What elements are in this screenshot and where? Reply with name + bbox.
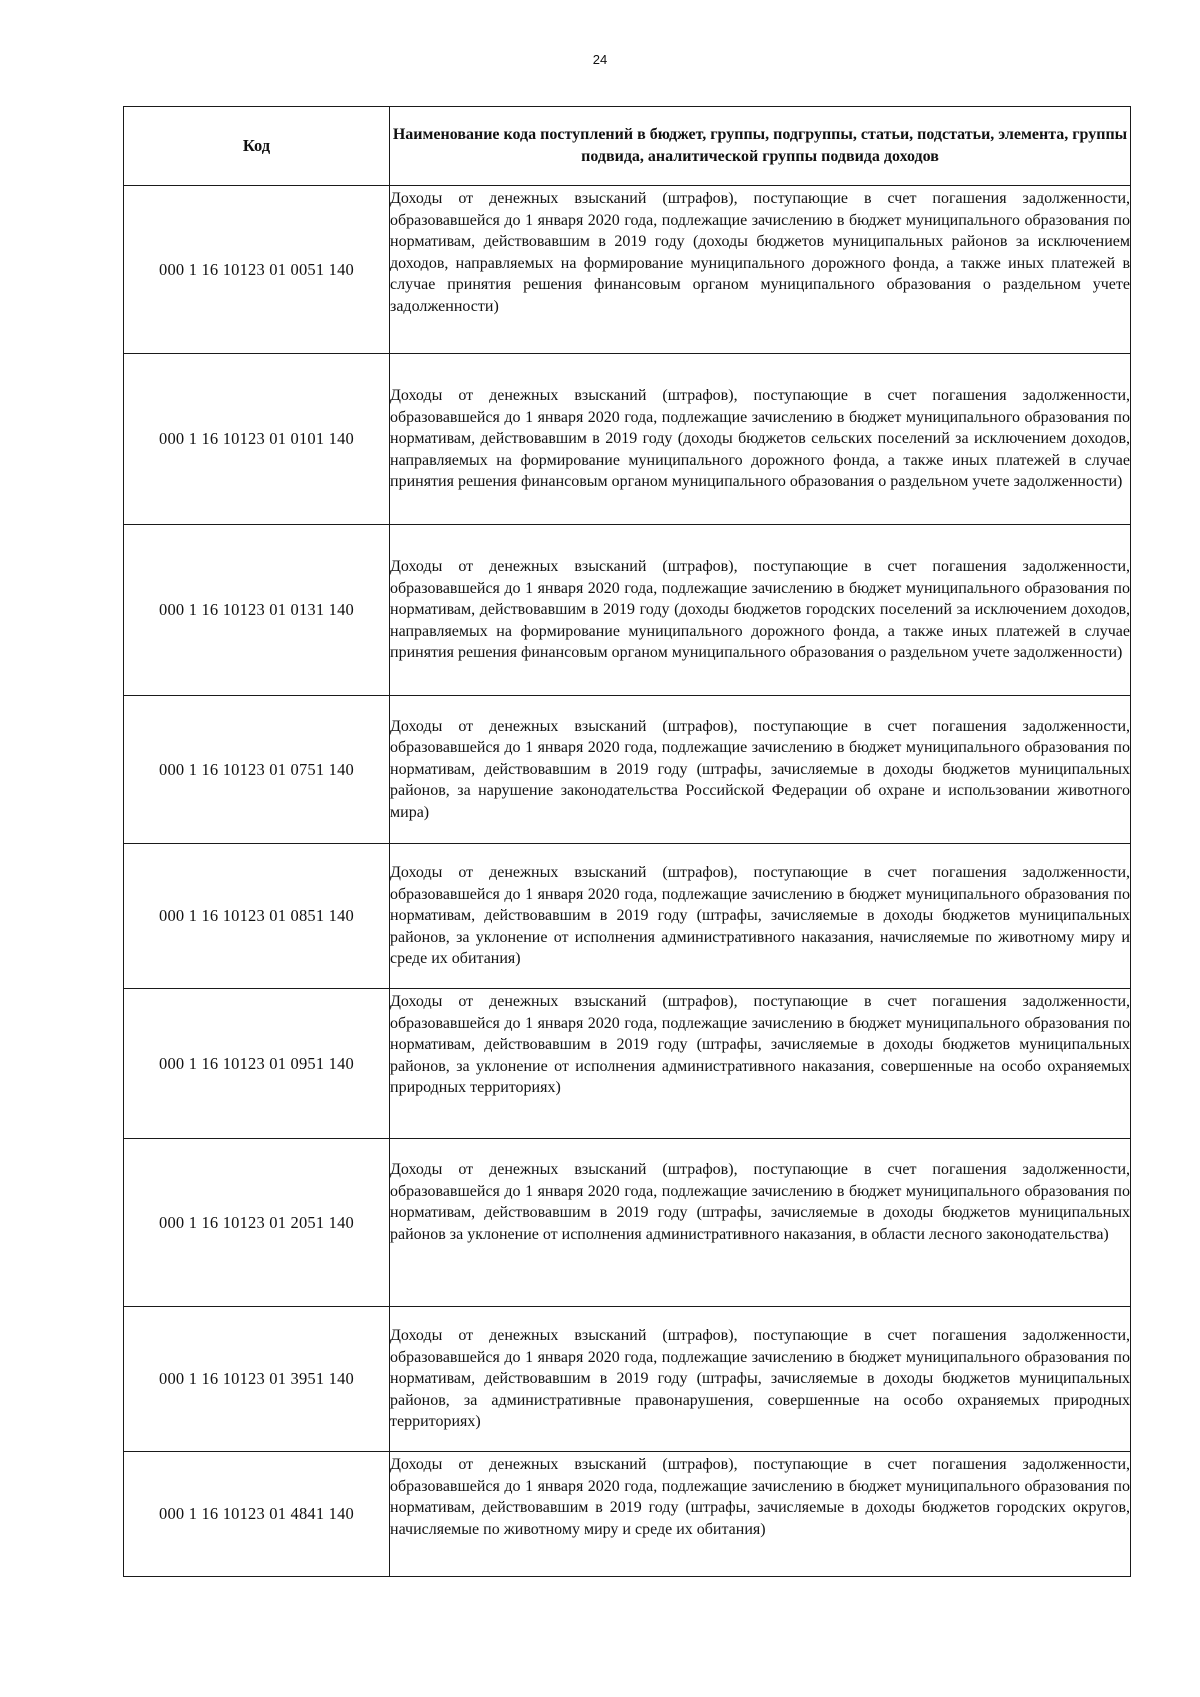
row-description: Доходы от денежных взысканий (штрафов), поступающие в счет погашения задолженности, образовавшейся до 1 января 2020 года, подлежащие зачислению в бюджет муниципального образования по нормативам, действовавшим в 2019 году (штрафы, зачисляемые в доходы бюджетов муниципальных районов, за уклонение от исполнения административного наказания, совершенные на особо охраняемых природных территориях) [390, 989, 1131, 1139]
row-code: 000 1 16 10123 01 0951 140 [124, 989, 390, 1139]
row-description: Доходы от денежных взысканий (штрафов), поступающие в счет погашения задолженности, образовавшейся до 1 января 2020 года, подлежащие зачислению в бюджет муниципального образования по нормативам, действовавшим в 2019 году (доходы бюджетов муниципальных районов за исключением доходов, направляемых на формирование муниципального дорожного фонда, а также иных платежей в случае принятия решения финансовым органом муниципального образования о раздельном учете задолженности) [390, 186, 1131, 354]
table-row [124, 1307, 1131, 1452]
row-code: 000 1 16 10123 01 4841 140 [124, 1452, 390, 1577]
page-number: 24 [592, 52, 608, 67]
table-row [124, 696, 1131, 844]
row-code: 000 1 16 10123 01 0751 140 [124, 696, 390, 844]
row-code: 000 1 16 10123 01 2051 140 [124, 1139, 390, 1307]
row-description: Доходы от денежных взысканий (штрафов), поступающие в счет погашения задолженности, образовавшейся до 1 января 2020 года, подлежащие зачислению в бюджет муниципального образования по нормативам, действовавшим в 2019 году (штрафы, зачисляемые в доходы бюджетов городских округов, начисляемые по животному миру и среде их обитания) [390, 1452, 1131, 1577]
header-code: Код [124, 107, 390, 186]
table-row [124, 1139, 1131, 1307]
table-row [124, 844, 1131, 989]
row-code: 000 1 16 10123 01 0051 140 [124, 186, 390, 354]
table-row [124, 1452, 1131, 1577]
row-description: Доходы от денежных взысканий (штрафов), поступающие в счет погашения задолженности, образовавшейся до 1 января 2020 года, подлежащие зачислению в бюджет муниципального образования по нормативам, действовавшим в 2019 году (доходы бюджетов сельских поселений за исключением доходов, направляемых на формирование муниципального дорожного фонда, а также иных платежей в случае принятия решения финансовым органом муниципального образования о раздельном учете задолженности) [390, 354, 1131, 525]
row-code: 000 1 16 10123 01 0101 140 [124, 354, 390, 525]
row-description: Доходы от денежных взысканий (штрафов), поступающие в счет погашения задолженности, образовавшейся до 1 января 2020 года, подлежащие зачислению в бюджет муниципального образования по нормативам, действовавшим в 2019 году (штрафы, зачисляемые в доходы бюджетов муниципальных районов, за нарушение законодательства Российской Федерации об охране и использовании животного мира) [390, 696, 1131, 844]
row-description: Доходы от денежных взысканий (штрафов), поступающие в счет погашения задолженности, образовавшейся до 1 января 2020 года, подлежащие зачислению в бюджет муниципального образования по нормативам, действовавшим в 2019 году (штрафы, зачисляемые в доходы бюджетов муниципальных районов за уклонение от исполнения административного наказания, в области лесного законодательства) [390, 1139, 1131, 1307]
table-row [124, 186, 1131, 354]
header-name: Наименование кода поступлений в бюджет, группы, подгруппы, статьи, подстатьи, элемента, группы подвида, аналитической группы подвида доходов [390, 107, 1131, 186]
row-code: 000 1 16 10123 01 3951 140 [124, 1307, 390, 1452]
row-code: 000 1 16 10123 01 0851 140 [124, 844, 390, 989]
row-code: 000 1 16 10123 01 0131 140 [124, 525, 390, 696]
table-row [124, 989, 1131, 1139]
table-header-row [124, 107, 1131, 186]
revenue-codes-table [123, 106, 1131, 1577]
row-description: Доходы от денежных взысканий (штрафов), поступающие в счет погашения задолженности, образовавшейся до 1 января 2020 года, подлежащие зачислению в бюджет муниципального образования по нормативам, действовавшим в 2019 году (штрафы, зачисляемые в доходы бюджетов муниципальных районов, за уклонение от исполнения административного наказания, начисляемые по животному миру и среде их обитания) [390, 844, 1131, 989]
table-row [124, 525, 1131, 696]
table-row [124, 354, 1131, 525]
row-description: Доходы от денежных взысканий (штрафов), поступающие в счет погашения задолженности, образовавшейся до 1 января 2020 года, подлежащие зачислению в бюджет муниципального образования по нормативам, действовавшим в 2019 году (доходы бюджетов городских поселений за исключением доходов, направляемых на формирование муниципального дорожного фонда, а также иных платежей в случае принятия решения финансовым органом муниципального образования о раздельном учете задолженности) [390, 525, 1131, 696]
row-description: Доходы от денежных взысканий (штрафов), поступающие в счет погашения задолженности, образовавшейся до 1 января 2020 года, подлежащие зачислению в бюджет муниципального образования по нормативам, действовавшим в 2019 году (штрафы, зачисляемые в доходы бюджетов муниципальных районов, за административные правонарушения, совершенные на особо охраняемых природных территориях) [390, 1307, 1131, 1452]
